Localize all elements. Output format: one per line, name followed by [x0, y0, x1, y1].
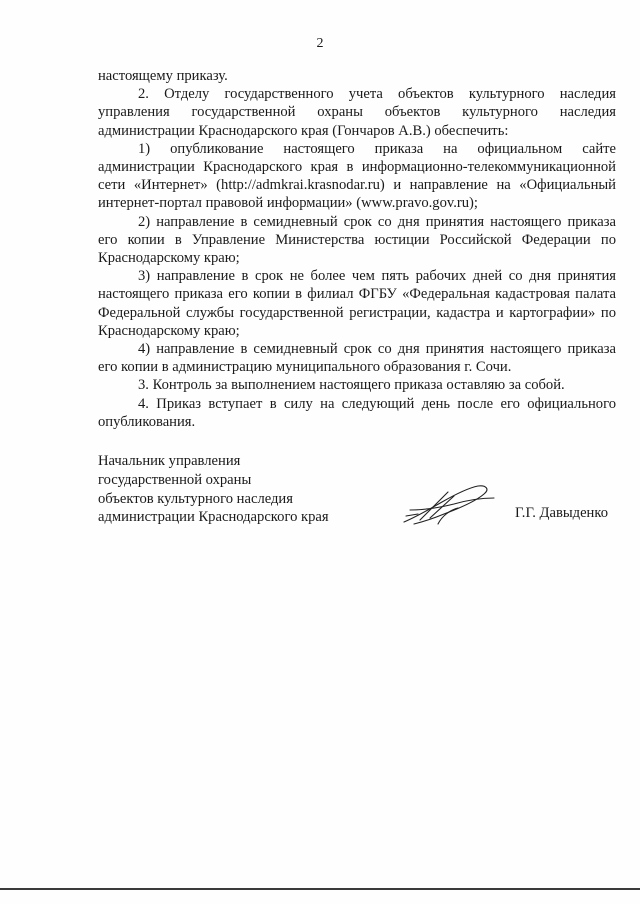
text-line: 4) направление в семидневный срок со дня принятия настоящего приказа: [138, 341, 616, 358]
text-line: сети «Интернет» (http://admkrai.krasnodar.ru) и направление на «Официальный: [98, 177, 616, 194]
text-line: опубликования.: [98, 413, 196, 430]
text-line: 4. Приказ вступает в силу на следующий день после его официального: [138, 395, 616, 412]
text-line: 2) направление в семидневный срок со дня принятия настоящего приказа: [138, 213, 616, 230]
text-line: его копии в администрацию муниципального образования г. Сочи.: [98, 359, 512, 376]
text-line: Краснодарскому краю;: [98, 250, 240, 267]
text-line: Краснодарскому краю;: [98, 322, 240, 339]
text-line: интернет-портал правовой информации» (www.pravo.gov.ru);: [98, 195, 478, 212]
scan-edge-line: [0, 888, 640, 890]
text-line: администрации Краснодарского края в информационно-телекоммуникационной: [98, 159, 616, 176]
handwritten-signature: [398, 480, 498, 530]
text-line: 3) направление в срок не более чем пять рабочих дней со дня принятия: [138, 268, 616, 285]
text-line: настоящего приказа его копии в филиал ФГБУ «Федеральная кадастровая палата: [98, 286, 616, 303]
text-line: Федеральной службы государственной регистрации, кадастра и картографии» по: [98, 304, 616, 321]
text-line: администрации Краснодарского края (Гончаров А.В.) обеспечить:: [98, 122, 509, 139]
position-line: Начальник управления: [98, 453, 241, 469]
text-line: 2. Отделу государственного учета объектов культурного наследия: [138, 86, 616, 103]
text-line: настоящему приказу.: [98, 68, 228, 84]
position-line: объектов культурного наследия: [98, 490, 293, 507]
signatory-name: Г.Г. Давыденко: [515, 505, 609, 521]
page-number: 2: [316, 36, 324, 51]
order-body-text: [98, 67, 616, 431]
position-line: администрации Краснодарского края: [98, 509, 329, 526]
text-line: управления государственной охраны объектов культурного наследия: [98, 104, 616, 121]
text-line: его копии в Управление Министерства юстиции Российской Федерации по: [98, 231, 616, 248]
text-line: 1) опубликование настоящего приказа на официальном сайте: [138, 140, 616, 157]
position-line: государственной охраны: [98, 471, 252, 488]
text-line: 3. Контроль за выполнением настоящего приказа оставляю за собой.: [138, 377, 565, 394]
